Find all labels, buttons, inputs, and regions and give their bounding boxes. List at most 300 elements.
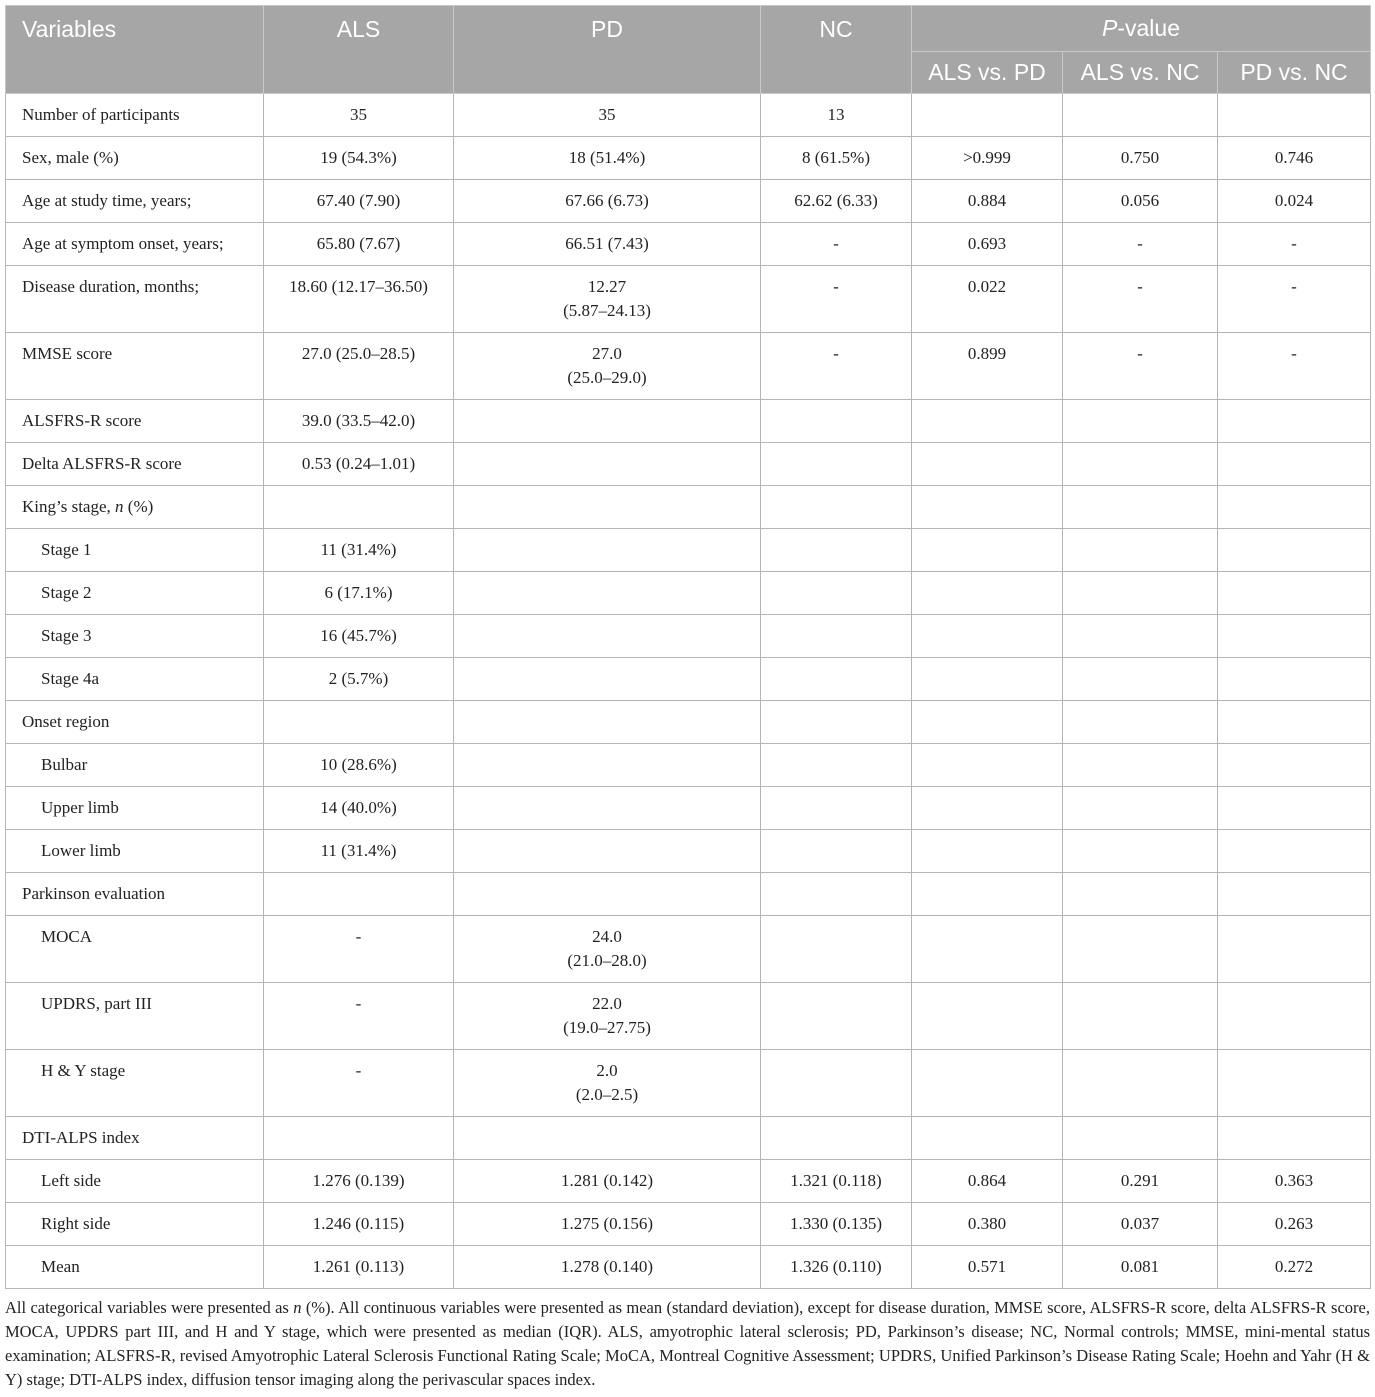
table-row <box>6 223 1371 266</box>
cell-p3 <box>1218 744 1371 787</box>
cell-als-value: 65.80 (7.67) <box>316 234 401 253</box>
cell-p3-value: 0.363 <box>1274 1171 1314 1190</box>
cell-nc <box>761 916 912 983</box>
table-row <box>6 180 1371 223</box>
cell-pd <box>454 1117 761 1160</box>
cell-nc <box>761 983 912 1050</box>
cell-als <box>264 1160 454 1203</box>
cell-p1-value: 0.693 <box>967 234 1007 253</box>
row-label-cell <box>6 94 264 137</box>
cell-p3-value: - <box>1291 234 1297 253</box>
table-row <box>6 873 1371 916</box>
cell-p1 <box>912 1246 1063 1289</box>
row-label-text: Bulbar <box>41 755 88 774</box>
cell-als <box>264 486 454 529</box>
cell-p2-value <box>1063 916 1217 925</box>
cell-als-value <box>264 701 453 710</box>
cell-p1-value <box>912 615 1062 624</box>
row-label-text: Disease duration, months; <box>22 277 200 296</box>
cell-nc <box>761 615 912 658</box>
row-label-cell <box>6 658 264 701</box>
cell-p1 <box>912 830 1063 873</box>
cell-als <box>264 223 454 266</box>
cell-pd-value <box>454 443 760 452</box>
cell-p3 <box>1218 333 1371 400</box>
cell-p2 <box>1063 1117 1218 1160</box>
cell-p3-value <box>1218 873 1370 882</box>
cell-p2-value <box>1063 529 1217 538</box>
cell-pd-value: 67.66 (6.73) <box>565 191 649 210</box>
cell-nc-value <box>761 701 911 710</box>
cell-p1-value <box>912 787 1062 796</box>
row-label-text: Left side <box>41 1171 101 1190</box>
header-nc: NC <box>761 6 912 94</box>
row-label-text: Parkinson evaluation <box>22 884 166 903</box>
row-label <box>41 1203 263 1236</box>
cell-p2-value: - <box>1137 234 1143 253</box>
row-label-cell <box>6 744 264 787</box>
cell-pd-value <box>454 658 760 667</box>
cell-p1 <box>912 615 1063 658</box>
row-label-cell <box>6 701 264 744</box>
row-label <box>41 1160 263 1193</box>
cell-p3 <box>1218 916 1371 983</box>
cell-p1 <box>912 333 1063 400</box>
cell-nc-value <box>761 1117 911 1126</box>
row-label <box>41 787 263 820</box>
cell-als <box>264 137 454 180</box>
cell-p1-value <box>912 1050 1062 1059</box>
cell-p2 <box>1063 400 1218 443</box>
cell-nc <box>761 400 912 443</box>
row-label-cell <box>6 983 264 1050</box>
cell-p2-value <box>1063 658 1217 667</box>
cell-als <box>264 1117 454 1160</box>
row-label-text: Number of participants <box>22 105 180 124</box>
cell-p2-value <box>1063 572 1217 581</box>
cell-pd <box>454 486 761 529</box>
cell-p3-value <box>1218 983 1370 992</box>
row-label-text: H & Y stage <box>41 1061 126 1080</box>
cell-als <box>264 94 454 137</box>
cell-p2-value <box>1063 744 1217 753</box>
footnote-n: n <box>293 1298 302 1317</box>
cell-als-value: 14 (40.0%) <box>320 798 397 817</box>
cell-p1-value: 0.380 <box>967 1214 1007 1233</box>
table-row <box>6 1117 1371 1160</box>
cell-pd <box>454 180 761 223</box>
header-pvalue-p: P <box>1102 15 1118 41</box>
cell-p3-value <box>1218 529 1370 538</box>
cell-p3 <box>1218 983 1371 1050</box>
cell-nc <box>761 1160 912 1203</box>
cell-p1 <box>912 572 1063 615</box>
table-row <box>6 658 1371 701</box>
header-pd: PD <box>454 6 761 94</box>
cell-p2-value: 0.037 <box>1120 1214 1160 1233</box>
cell-als <box>264 658 454 701</box>
table-row <box>6 830 1371 873</box>
cell-nc-value <box>761 400 911 409</box>
cell-nc-value: - <box>833 234 839 253</box>
cell-p1 <box>912 744 1063 787</box>
row-label <box>41 983 263 1016</box>
row-label-cell <box>6 873 264 916</box>
cell-p2 <box>1063 916 1218 983</box>
row-label-text: MOCA <box>41 927 93 946</box>
cell-p2 <box>1063 658 1218 701</box>
cell-p3-value <box>1218 443 1370 452</box>
cell-als <box>264 529 454 572</box>
cell-p1-value <box>912 658 1062 667</box>
cell-pd-value-line2: (21.0–28.0) <box>567 951 647 970</box>
cell-p3-value: 0.024 <box>1274 191 1314 210</box>
cell-als <box>264 266 454 333</box>
cell-p2 <box>1063 787 1218 830</box>
row-label <box>41 658 263 691</box>
cell-pd-value <box>454 486 760 495</box>
cell-p3 <box>1218 830 1371 873</box>
row-label <box>22 443 263 476</box>
demographics-table <box>5 5 1371 1289</box>
cell-als <box>264 180 454 223</box>
cell-als <box>264 615 454 658</box>
cell-p3-value <box>1218 916 1370 925</box>
cell-als-value: 0.53 (0.24–1.01) <box>301 454 416 473</box>
cell-nc <box>761 333 912 400</box>
table-footnote <box>5 1296 1370 1392</box>
cell-p1-value <box>912 983 1062 992</box>
row-label <box>41 744 263 777</box>
row-label-italic: n <box>115 497 124 516</box>
row-label-text: Stage 1 <box>41 540 92 559</box>
cell-nc <box>761 1050 912 1117</box>
cell-pd <box>454 1203 761 1246</box>
cell-p2 <box>1063 486 1218 529</box>
cell-pd <box>454 1050 761 1117</box>
row-label-text: Age at study time, years; <box>22 191 192 210</box>
cell-p1 <box>912 529 1063 572</box>
table-row <box>6 615 1371 658</box>
cell-pd <box>454 983 761 1050</box>
row-label-cell <box>6 333 264 400</box>
cell-p2 <box>1063 333 1218 400</box>
row-label-text: Sex, male (%) <box>22 148 119 167</box>
cell-p1 <box>912 137 1063 180</box>
row-label <box>22 137 263 170</box>
cell-p1 <box>912 223 1063 266</box>
cell-als <box>264 333 454 400</box>
cell-p1-value: 0.884 <box>967 191 1007 210</box>
cell-p1-value: 0.899 <box>967 344 1007 363</box>
cell-nc <box>761 1246 912 1289</box>
cell-als <box>264 1203 454 1246</box>
cell-p2-value <box>1063 983 1217 992</box>
table-row <box>6 266 1371 333</box>
cell-p1-value <box>912 443 1062 452</box>
cell-als-value: 1.261 (0.113) <box>312 1257 405 1276</box>
row-label <box>22 701 263 734</box>
cell-p3 <box>1218 486 1371 529</box>
cell-p3 <box>1218 658 1371 701</box>
cell-p1-value <box>912 94 1062 103</box>
table-header <box>6 6 1371 94</box>
row-label-cell <box>6 615 264 658</box>
table-row <box>6 529 1371 572</box>
cell-p2 <box>1063 529 1218 572</box>
cell-p2 <box>1063 443 1218 486</box>
cell-nc-value <box>761 787 911 796</box>
cell-pd <box>454 94 761 137</box>
cell-p2-value <box>1063 400 1217 409</box>
cell-als-value: 11 (31.4%) <box>320 841 397 860</box>
cell-p3-value <box>1218 400 1370 409</box>
cell-p1 <box>912 94 1063 137</box>
cell-als-value: 1.246 (0.115) <box>312 1214 405 1233</box>
cell-p1 <box>912 873 1063 916</box>
row-label-text: ALSFRS-R score <box>22 411 142 430</box>
cell-p2 <box>1063 1203 1218 1246</box>
cell-pd <box>454 1246 761 1289</box>
row-label-cell <box>6 1160 264 1203</box>
cell-nc-value <box>761 873 911 882</box>
table-row <box>6 983 1371 1050</box>
cell-pd-value <box>454 830 760 839</box>
header-als-vs-pd: ALS vs. PD <box>912 52 1063 94</box>
row-label-cell <box>6 137 264 180</box>
cell-pd-value: 1.281 (0.142) <box>560 1171 654 1190</box>
cell-pd-value: 1.275 (0.156) <box>560 1214 654 1233</box>
row-label <box>41 916 263 949</box>
cell-p3-value <box>1218 830 1370 839</box>
row-label <box>41 830 263 863</box>
cell-pd-value <box>454 744 760 753</box>
cell-p2 <box>1063 701 1218 744</box>
row-label-text: Age at symptom onset, years; <box>22 234 224 253</box>
cell-p3-value: 0.272 <box>1274 1257 1314 1276</box>
cell-pd <box>454 873 761 916</box>
cell-pd-value-line2: (2.0–2.5) <box>575 1085 639 1104</box>
cell-p1-value <box>912 701 1062 710</box>
cell-pd <box>454 400 761 443</box>
cell-pd <box>454 658 761 701</box>
header-als: ALS <box>264 6 454 94</box>
cell-nc <box>761 1203 912 1246</box>
row-label-text: King’s stage, <box>22 497 116 516</box>
cell-als-value: 27.0 (25.0–28.5) <box>301 344 416 363</box>
cell-als-value: 35 <box>350 105 367 124</box>
cell-p2 <box>1063 830 1218 873</box>
cell-pd <box>454 572 761 615</box>
table-row <box>6 486 1371 529</box>
cell-p3-value <box>1218 787 1370 796</box>
cell-p2 <box>1063 873 1218 916</box>
cell-als-value: 16 (45.7%) <box>320 626 397 645</box>
row-label <box>41 572 263 605</box>
cell-p1-value: 0.022 <box>967 277 1007 296</box>
header-pvalue-rest: -value <box>1117 15 1180 41</box>
row-label-cell <box>6 572 264 615</box>
cell-nc <box>761 94 912 137</box>
cell-nc-value: 1.330 (0.135) <box>789 1214 883 1233</box>
cell-p2-value <box>1063 701 1217 710</box>
table-row <box>6 137 1371 180</box>
cell-nc-value: 1.321 (0.118) <box>790 1171 882 1190</box>
cell-pd-value <box>454 572 760 581</box>
cell-p3 <box>1218 787 1371 830</box>
cell-p1-value: 0.864 <box>967 1171 1007 1190</box>
row-label <box>22 400 263 433</box>
cell-p3-value <box>1218 615 1370 624</box>
cell-p3-value <box>1218 1117 1370 1126</box>
cell-p2-value <box>1063 873 1217 882</box>
cell-pd <box>454 333 761 400</box>
cell-nc <box>761 443 912 486</box>
row-label-cell <box>6 1117 264 1160</box>
row-label-cell <box>6 1050 264 1117</box>
table-row <box>6 1160 1371 1203</box>
cell-p3 <box>1218 873 1371 916</box>
row-label-text: UPDRS, part III <box>41 994 152 1013</box>
cell-pd-value: 66.51 (7.43) <box>565 234 649 253</box>
cell-p2 <box>1063 744 1218 787</box>
footnote-part2: (%). All continuous variables were presented as mean (standard deviation), except for disease duration, MMSE score, ALSFRS-R score, delta ALSFRS-R score, MOCA, UPDRS part III, and H and Y stage, which were presented as median (IQR). ALS, amyotrophic lateral sclerosis; PD, Parkinson’s disease; NC, Normal controls; MMSE, mini-mental status examination; ALSFRS-R, revised Amyotrophic Lateral Sclerosis Functional Rating Scale; MoCA, Montreal Cognitive Assessment; UPDRS, Unified Parkinson’s Disease Rating Scale; Hoehn and Yahr (H & Y) stage; DTI-ALPS index, diffusion tensor imaging along the perivascular spaces index. <box>5 1298 1370 1389</box>
cell-nc <box>761 529 912 572</box>
row-label <box>22 266 263 299</box>
cell-p3-value <box>1218 94 1370 103</box>
cell-p3 <box>1218 1246 1371 1289</box>
cell-als <box>264 443 454 486</box>
row-label-tail: (%) <box>123 497 154 516</box>
table-row <box>6 333 1371 400</box>
cell-p1-value <box>912 744 1062 753</box>
cell-als-value: - <box>355 1061 362 1080</box>
cell-pd <box>454 443 761 486</box>
cell-als-value: 2 (5.7%) <box>328 669 389 688</box>
table-row <box>6 787 1371 830</box>
cell-pd-value: 27.0 <box>592 344 622 363</box>
cell-als-value: 18.60 (12.17–36.50) <box>289 277 428 296</box>
cell-als <box>264 1246 454 1289</box>
cell-pd-value: 22.0 <box>592 994 622 1013</box>
cell-pd-value: 24.0 <box>592 927 622 946</box>
cell-p1-value <box>912 830 1062 839</box>
cell-nc-value <box>761 443 911 452</box>
row-label-cell <box>6 486 264 529</box>
row-label-text: Mean <box>41 1257 80 1276</box>
cell-nc-value <box>761 830 911 839</box>
cell-p3 <box>1218 701 1371 744</box>
cell-p3-value: - <box>1291 277 1297 296</box>
cell-p2 <box>1063 266 1218 333</box>
cell-als-value: 39.0 (33.5–42.0) <box>301 411 416 430</box>
cell-p2 <box>1063 615 1218 658</box>
cell-pd-value <box>454 529 760 538</box>
row-label-cell <box>6 400 264 443</box>
row-label-text: Delta ALSFRS-R score <box>22 454 182 473</box>
row-label-text: Stage 2 <box>41 583 92 602</box>
row-label <box>22 223 263 256</box>
cell-als <box>264 983 454 1050</box>
table-row <box>6 1246 1371 1289</box>
cell-p1 <box>912 486 1063 529</box>
cell-p2 <box>1063 572 1218 615</box>
cell-p2-value <box>1063 94 1217 103</box>
cell-nc <box>761 266 912 333</box>
cell-p2 <box>1063 223 1218 266</box>
cell-als <box>264 1050 454 1117</box>
cell-p3 <box>1218 1160 1371 1203</box>
table-row <box>6 916 1371 983</box>
cell-als-value: 19 (54.3%) <box>320 148 397 167</box>
cell-p1 <box>912 266 1063 333</box>
cell-p3 <box>1218 1203 1371 1246</box>
cell-pd <box>454 830 761 873</box>
cell-p1 <box>912 400 1063 443</box>
cell-p3 <box>1218 443 1371 486</box>
cell-p3-value <box>1218 744 1370 753</box>
cell-p2-value: 0.750 <box>1120 148 1160 167</box>
cell-nc-value <box>761 615 911 624</box>
cell-nc-value <box>761 983 911 992</box>
cell-nc <box>761 180 912 223</box>
row-label-text: DTI-ALPS index <box>22 1128 140 1147</box>
cell-nc <box>761 787 912 830</box>
cell-nc-value: - <box>833 277 839 296</box>
cell-p2-value <box>1063 486 1217 495</box>
cell-p1 <box>912 983 1063 1050</box>
cell-p1 <box>912 1160 1063 1203</box>
cell-p2-value <box>1063 830 1217 839</box>
cell-als <box>264 830 454 873</box>
cell-nc-value <box>761 916 911 925</box>
cell-nc-value: 62.62 (6.33) <box>794 191 878 210</box>
cell-p2-value: 0.056 <box>1120 191 1160 210</box>
cell-p3-value <box>1218 486 1370 495</box>
row-label-text: Upper limb <box>41 798 119 817</box>
cell-pd <box>454 1160 761 1203</box>
cell-nc-value <box>761 486 911 495</box>
cell-p3-value: - <box>1291 344 1297 363</box>
header-pd-vs-nc: PD vs. NC <box>1218 52 1371 94</box>
cell-als-value: 6 (17.1%) <box>324 583 393 602</box>
table-row <box>6 443 1371 486</box>
cell-pd <box>454 787 761 830</box>
cell-als <box>264 873 454 916</box>
cell-p2-value <box>1063 1117 1217 1126</box>
row-label-text: Onset region <box>22 712 110 731</box>
cell-p3 <box>1218 400 1371 443</box>
cell-p2-value <box>1063 1050 1217 1059</box>
row-label <box>22 94 263 127</box>
cell-p3 <box>1218 180 1371 223</box>
cell-p1-value: 0.571 <box>967 1257 1007 1276</box>
cell-p3 <box>1218 615 1371 658</box>
row-label <box>22 486 263 519</box>
cell-als-value <box>264 486 453 495</box>
cell-pd <box>454 529 761 572</box>
row-label-cell <box>6 529 264 572</box>
cell-p1-value <box>912 1117 1062 1126</box>
row-label <box>22 333 263 366</box>
cell-p2-value <box>1063 615 1217 624</box>
cell-nc-value <box>761 529 911 538</box>
cell-als <box>264 572 454 615</box>
data-table-container <box>5 5 1370 1289</box>
cell-nc-value <box>761 1050 911 1059</box>
cell-nc <box>761 486 912 529</box>
cell-p3 <box>1218 529 1371 572</box>
